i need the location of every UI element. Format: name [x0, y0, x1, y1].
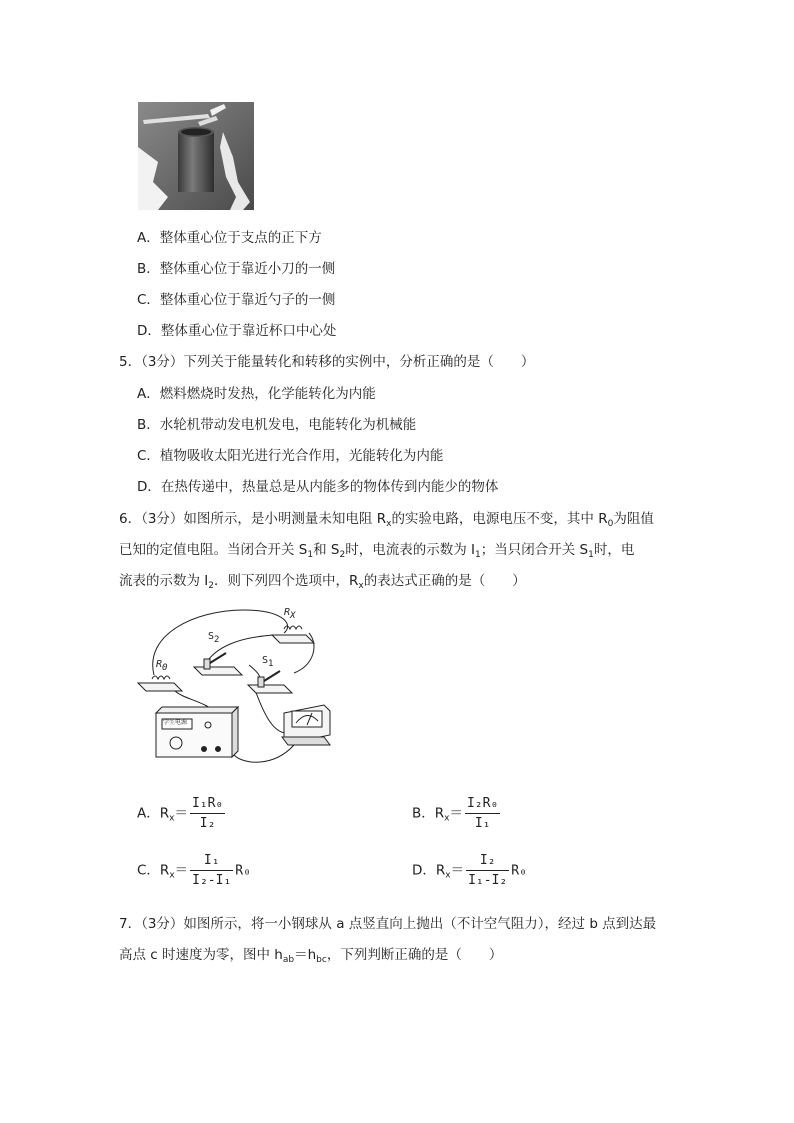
balance-photo — [138, 102, 254, 210]
q4-option-c[interactable]: C．整体重心位于靠近勺子的一侧 — [137, 292, 336, 308]
q5-stem: 5．（3分）下列关于能量转化和转移的实例中，分析正确的是（ ） — [119, 354, 535, 370]
q4-option-b[interactable]: B．整体重心位于靠近小刀的一侧 — [137, 261, 336, 277]
q6-option-a[interactable]: A．$R_x=$ $\frac{\text{I₁R₀}}{\text{I₂}}$ — [137, 796, 224, 831]
q5-option-b[interactable]: B．水轮机带动发电机发电，电能转化为机械能 — [137, 417, 417, 433]
q6-option-b[interactable]: B．$R_x=$ $\frac{\text{I₂R₀}}{\text{I₁}}$ — [412, 796, 499, 831]
label-rx: $R_X$ — [284, 607, 296, 621]
q6-option-c[interactable]: C．$R_x=$ $\frac{\text{I₁}}{\text{I₂-I₁}}$ R₀ — [137, 853, 251, 888]
q4-option-d[interactable]: D．整体重心位于靠近杯口中心处 — [137, 323, 337, 339]
q7-stem-line1: 7．（3分）如图所示，将一小钢球从 a 点竖直向上抛出（不计空气阻力），经过 b 点到达最 — [119, 916, 657, 932]
q6-stem-line3: 流表的示数为 $I_2$．则下列四个选项中，$R_x$的表达式正确的是（ ） — [119, 573, 526, 591]
q4-option-a[interactable]: A．整体重心位于支点的正下方 — [137, 230, 322, 246]
q5-option-d[interactable]: D．在热传递中，热量总是从内能多的物体传到内能少的物体 — [137, 479, 499, 495]
label-s2: $S_2$ — [208, 631, 220, 645]
label-s1: $S_1$ — [262, 655, 274, 669]
q5-option-c[interactable]: C．植物吸收太阳光进行光合作用，光能转化为内能 — [137, 448, 444, 464]
supply-label: 学生电源 — [163, 719, 188, 726]
q6-stem-line2: 已知的定值电阻。当闭合开关 $S_1$和 $S_2$时，电流表的示数为 $I_1$；当只闭合开关 $S_1$时，电 — [119, 542, 635, 560]
q7-stem-line2: 高点 c 时速度为零，图中 $h_{ab}=h_{bc}$，下列判断正确的是（ ） — [119, 947, 503, 965]
q5-option-a[interactable]: A．燃料燃烧时发热，化学能转化为内能 — [137, 386, 376, 402]
circuit-figure — [134, 605, 340, 773]
q6-option-d[interactable]: D．$R_x=$ $\frac{\text{I₂}}{\text{I₁-I₂}}$ R₀ — [412, 853, 527, 888]
q6-stem-line1: 6．（3分）如图所示，是小明测量未知电阻 $R_x$的实验电路，电源电压不变，其中 $R_0$为阻值 — [119, 511, 654, 529]
label-r0: $R_0$ — [156, 659, 168, 673]
